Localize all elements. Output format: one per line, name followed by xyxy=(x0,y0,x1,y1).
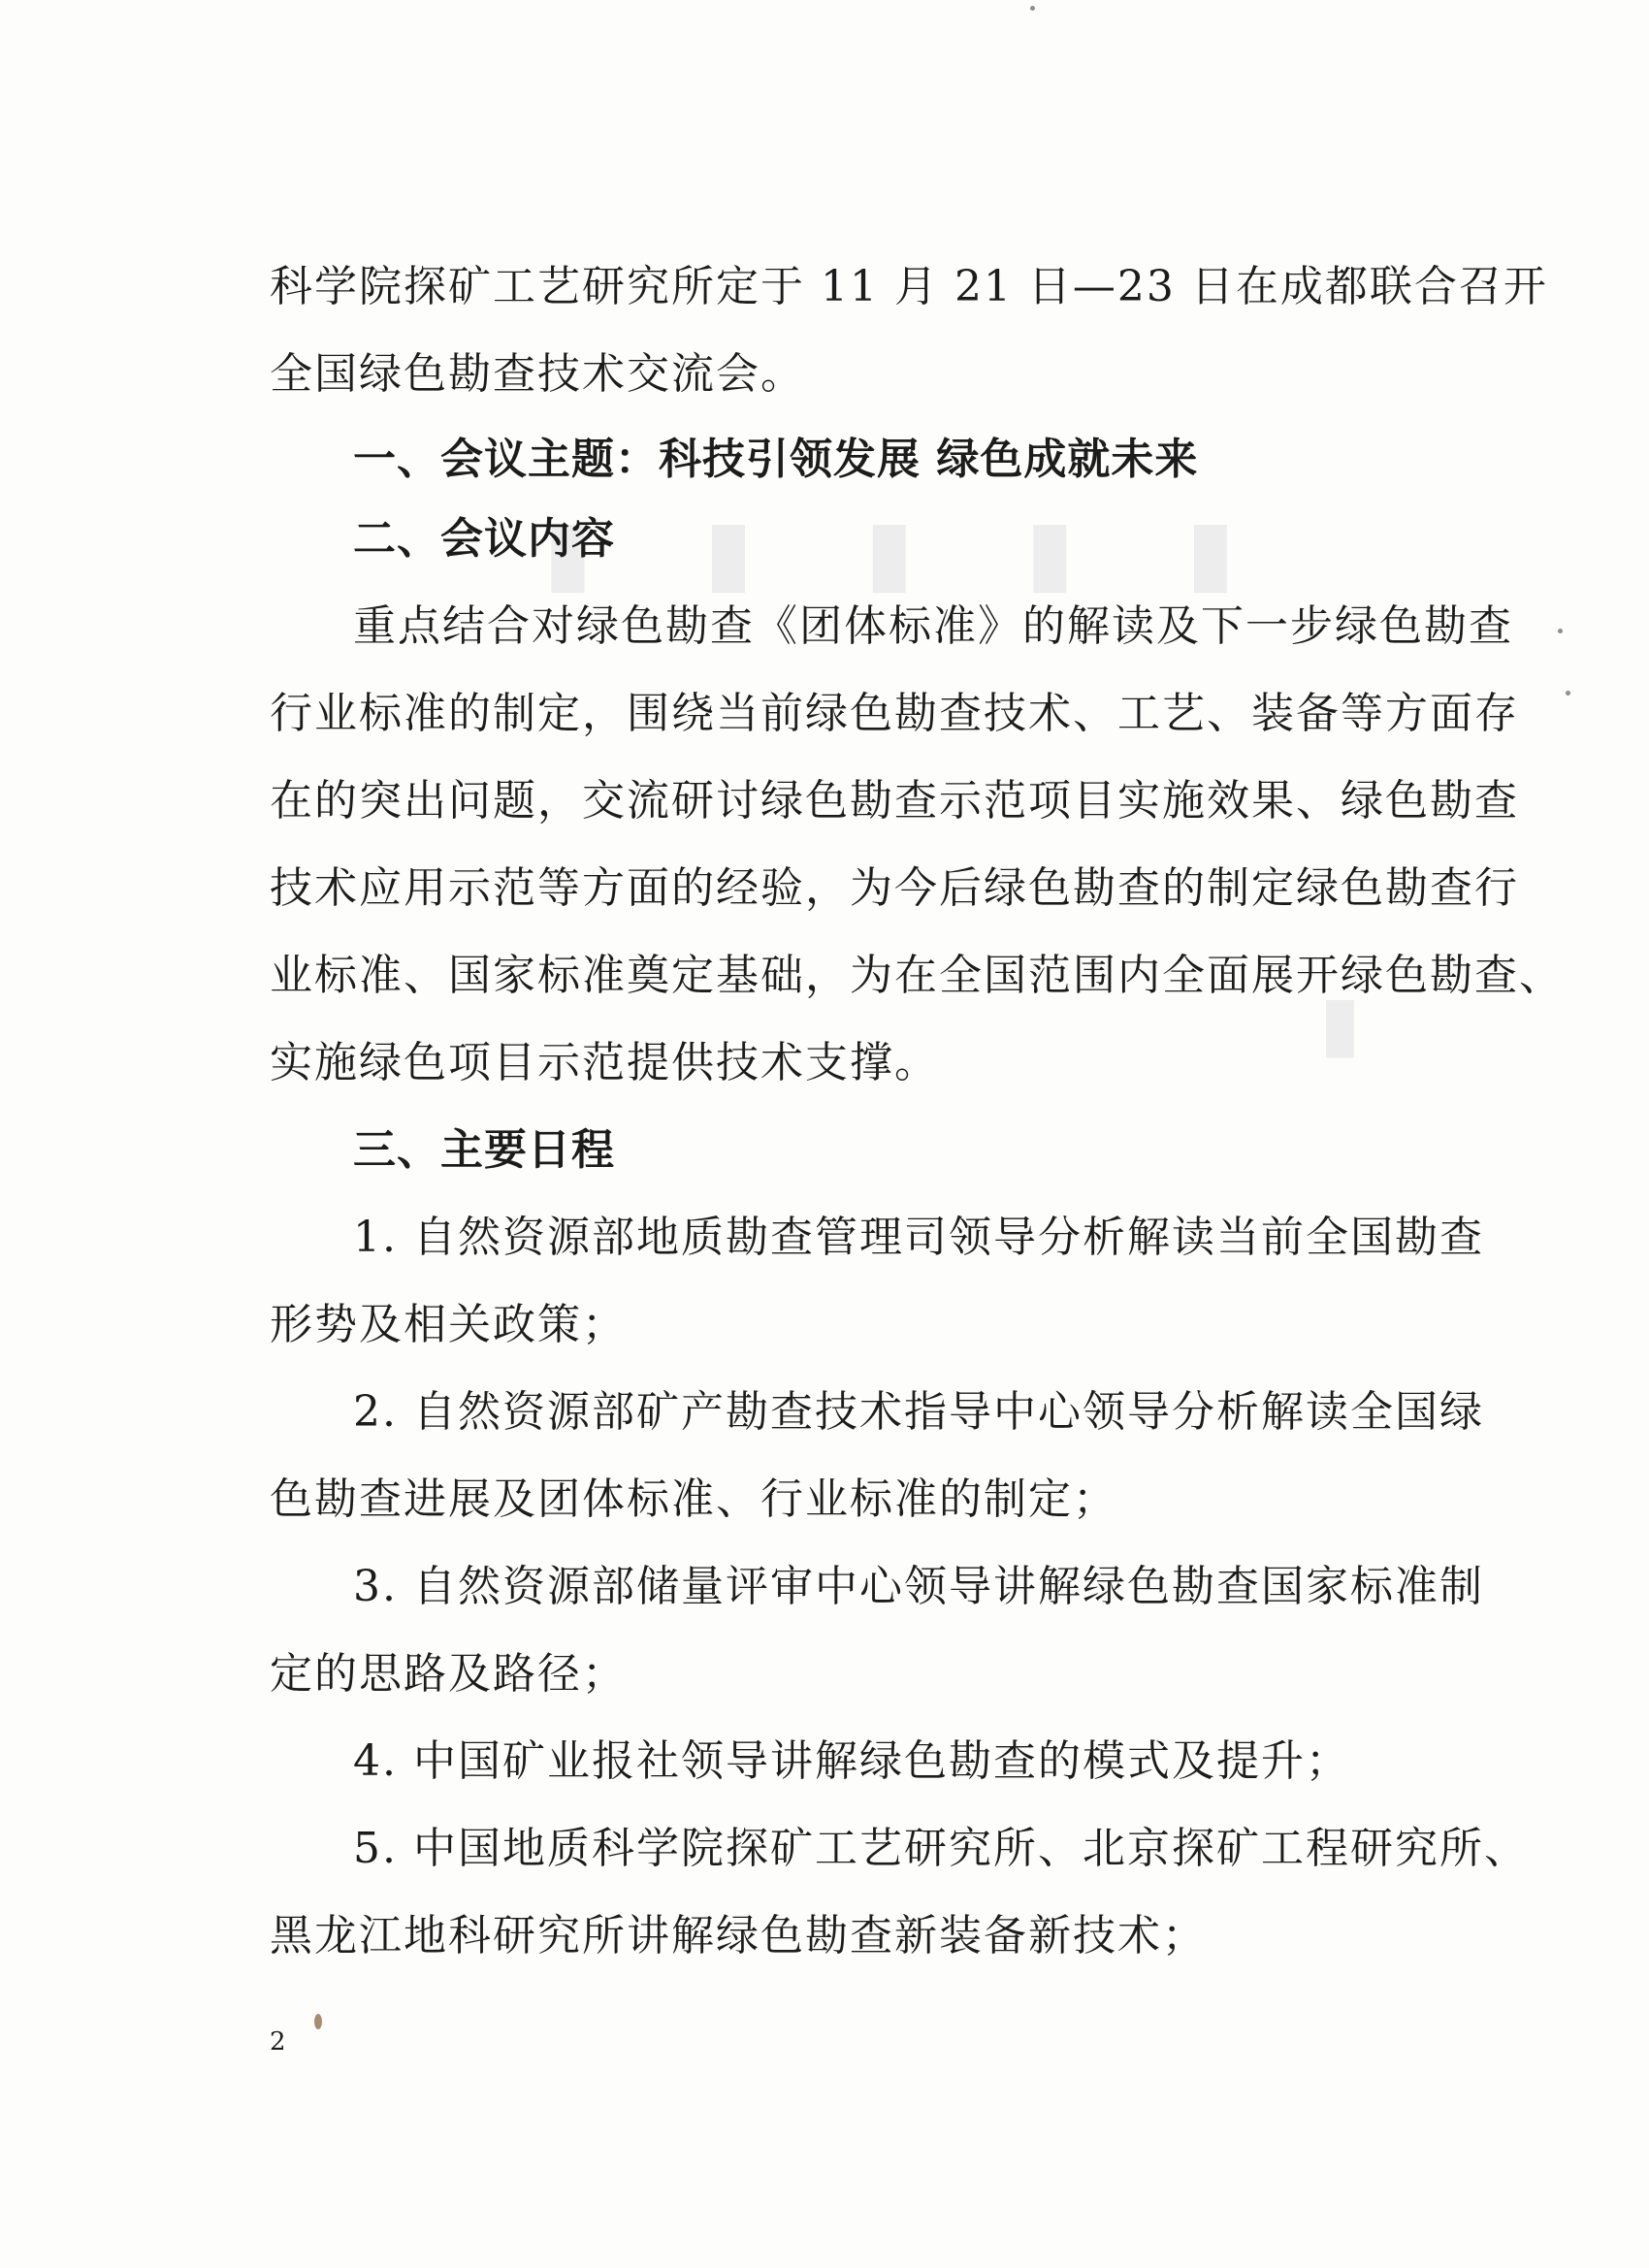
section-2-line-3: 在的突出问题，交流研讨绿色勘查示范项目实施效果、绿色勘查 xyxy=(270,776,1519,826)
scan-speck xyxy=(314,2014,322,2029)
scan-dot xyxy=(1566,691,1570,696)
section-2-line-6: 实施绿色项目示范提供技术支撑。 xyxy=(270,1038,939,1087)
schedule-item-3-line-2: 定的思路及路径； xyxy=(270,1649,627,1699)
section-2-line-2: 行业标准的制定，围绕当前绿色勘查技术、工艺、装备等方面存 xyxy=(270,689,1519,738)
schedule-item-2-line-1: 2. 自然资源部矿产勘查技术指导中心领导分析解读全国绿 xyxy=(353,1387,1484,1437)
section-2-line-1: 重点结合对绿色勘查《团体标准》的解读及下一步绿色勘查 xyxy=(353,601,1513,651)
section-2-line-4: 技术应用示范等方面的经验，为今后绿色勘查的制定绿色勘查行 xyxy=(270,863,1519,913)
schedule-item-4-line-1: 4. 中国矿业报社领导讲解绿色勘查的模式及提升； xyxy=(353,1736,1350,1786)
bleed-through-shadow: ▮▮▮▮▮ xyxy=(543,500,1347,603)
schedule-item-1-line-2: 形势及相关政策； xyxy=(270,1300,627,1349)
schedule-item-1-line-1: 1. 自然资源部地质勘查管理司领导分析解读当前全国勘查 xyxy=(353,1213,1484,1262)
section-1-heading: 一、会议主题：科技引领发展 绿色成就未来 xyxy=(353,435,1199,484)
schedule-item-3-line-1: 3. 自然资源部储量评审中心领导讲解绿色勘查国家标准制 xyxy=(353,1562,1484,1611)
intro-line-1: 科学院探矿工艺研究所定于 11 月 21 日—23 日在成都联合召开 xyxy=(270,262,1548,311)
schedule-item-5-line-1: 5. 中国地质科学院探矿工艺研究所、北京探矿工程研究所、 xyxy=(353,1824,1529,1873)
intro-line-2: 全国绿色勘查技术交流会。 xyxy=(270,349,805,399)
section-3-heading: 三、主要日程 xyxy=(353,1125,615,1175)
scan-dot xyxy=(1030,6,1035,11)
schedule-item-2-line-2: 色勘查进展及团体标准、行业标准的制定； xyxy=(270,1474,1117,1524)
schedule-item-5-line-2: 黑龙江地科研究所讲解绿色勘查新装备新技术； xyxy=(270,1911,1207,1960)
scan-dot xyxy=(1558,629,1563,633)
bleed-through-shadow: ▮ xyxy=(1319,980,1361,1067)
page-number: 2 xyxy=(270,2027,286,2057)
section-2-line-5: 业标准、国家标准奠定基础，为在全国范围内全面展开绿色勘查、 xyxy=(270,951,1564,1000)
section-2-heading: 二、会议内容 xyxy=(353,514,615,564)
